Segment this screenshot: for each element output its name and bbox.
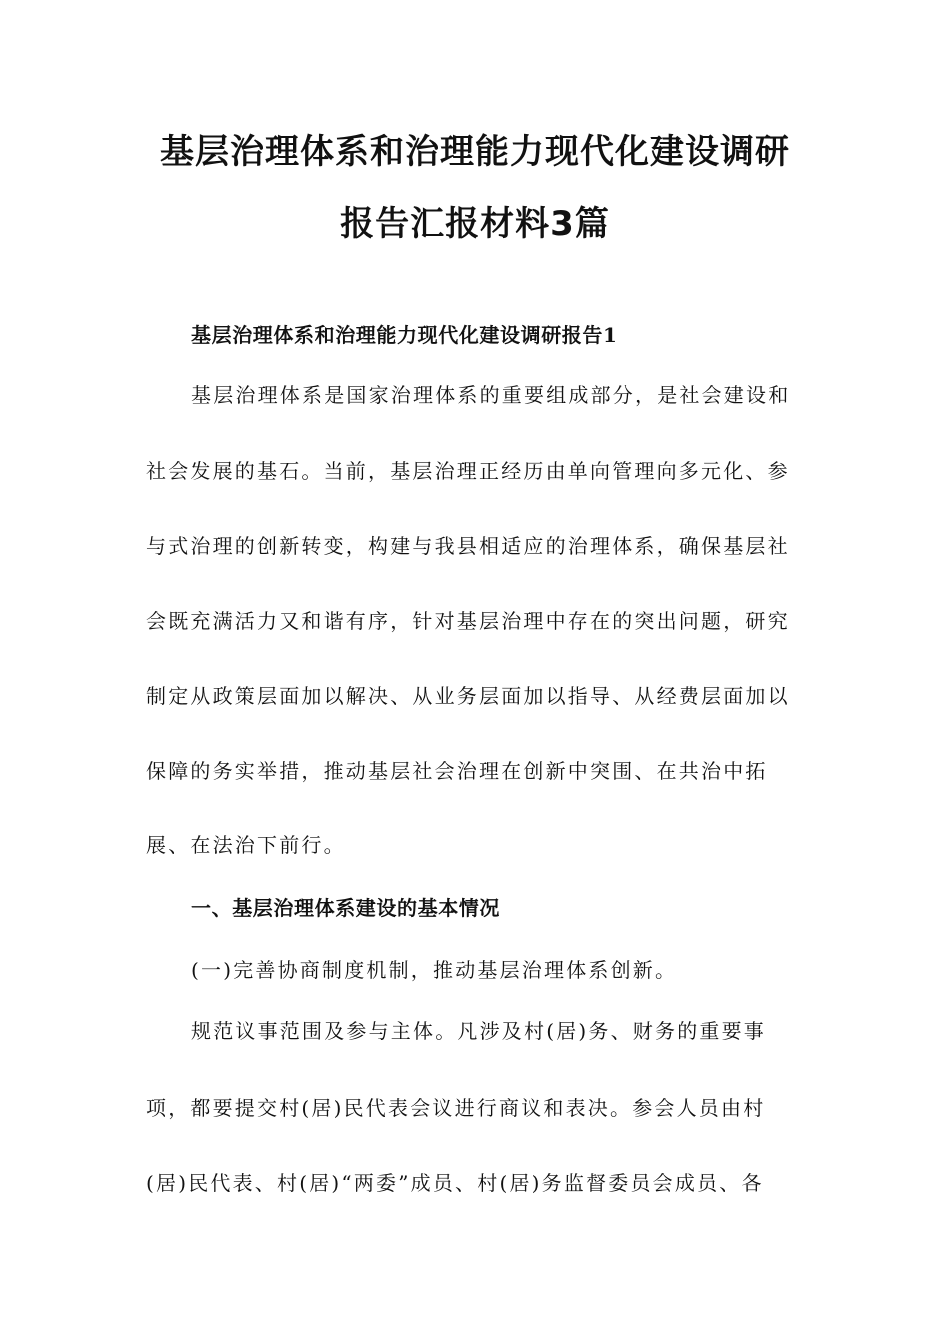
sub-heading: (一)完善协商制度机制，推动基层治理体系创新。 <box>191 958 678 982</box>
paragraph-line: 基层治理体系是国家治理体系的重要组成部分，是社会建设和 <box>191 383 791 407</box>
paragraph-line: (居)民代表、村(居)“两委”成员、村(居)务监督委员会成员、各 <box>146 1171 764 1195</box>
paragraph-line: 规范议事范围及参与主体。凡涉及村(居)务、财务的重要事 <box>191 1019 767 1043</box>
document-title-line-2: 报告汇报材料3篇 <box>340 204 610 244</box>
paragraph-line: 与式治理的创新转变，构建与我县相适应的治理体系，确保基层社 <box>146 534 790 558</box>
paragraph-line: 制定从政策层面加以解决、从业务层面加以指导、从经费层面加以 <box>146 684 790 708</box>
paragraph-line: 会既充满活力又和谐有序，针对基层治理中存在的突出问题，研究 <box>146 609 790 633</box>
paragraph-line: 项，都要提交村(居)民代表会议进行商议和表决。参会人员由村 <box>146 1096 766 1120</box>
section-heading: 基层治理体系和治理能力现代化建设调研报告1 <box>191 323 618 347</box>
paragraph-line: 保障的务实举措，推动基层社会治理在创新中突围、在共治中拓 <box>146 759 768 783</box>
paragraph-line: 社会发展的基石。当前，基层治理正经历由单向管理向多元化、参 <box>146 459 790 483</box>
paragraph-line: 展、在法治下前行。 <box>146 833 346 857</box>
part-heading: 一、基层治理体系建设的基本情况 <box>191 896 500 920</box>
document-title-line-1: 基层治理体系和治理能力现代化建设调研 <box>160 132 790 172</box>
